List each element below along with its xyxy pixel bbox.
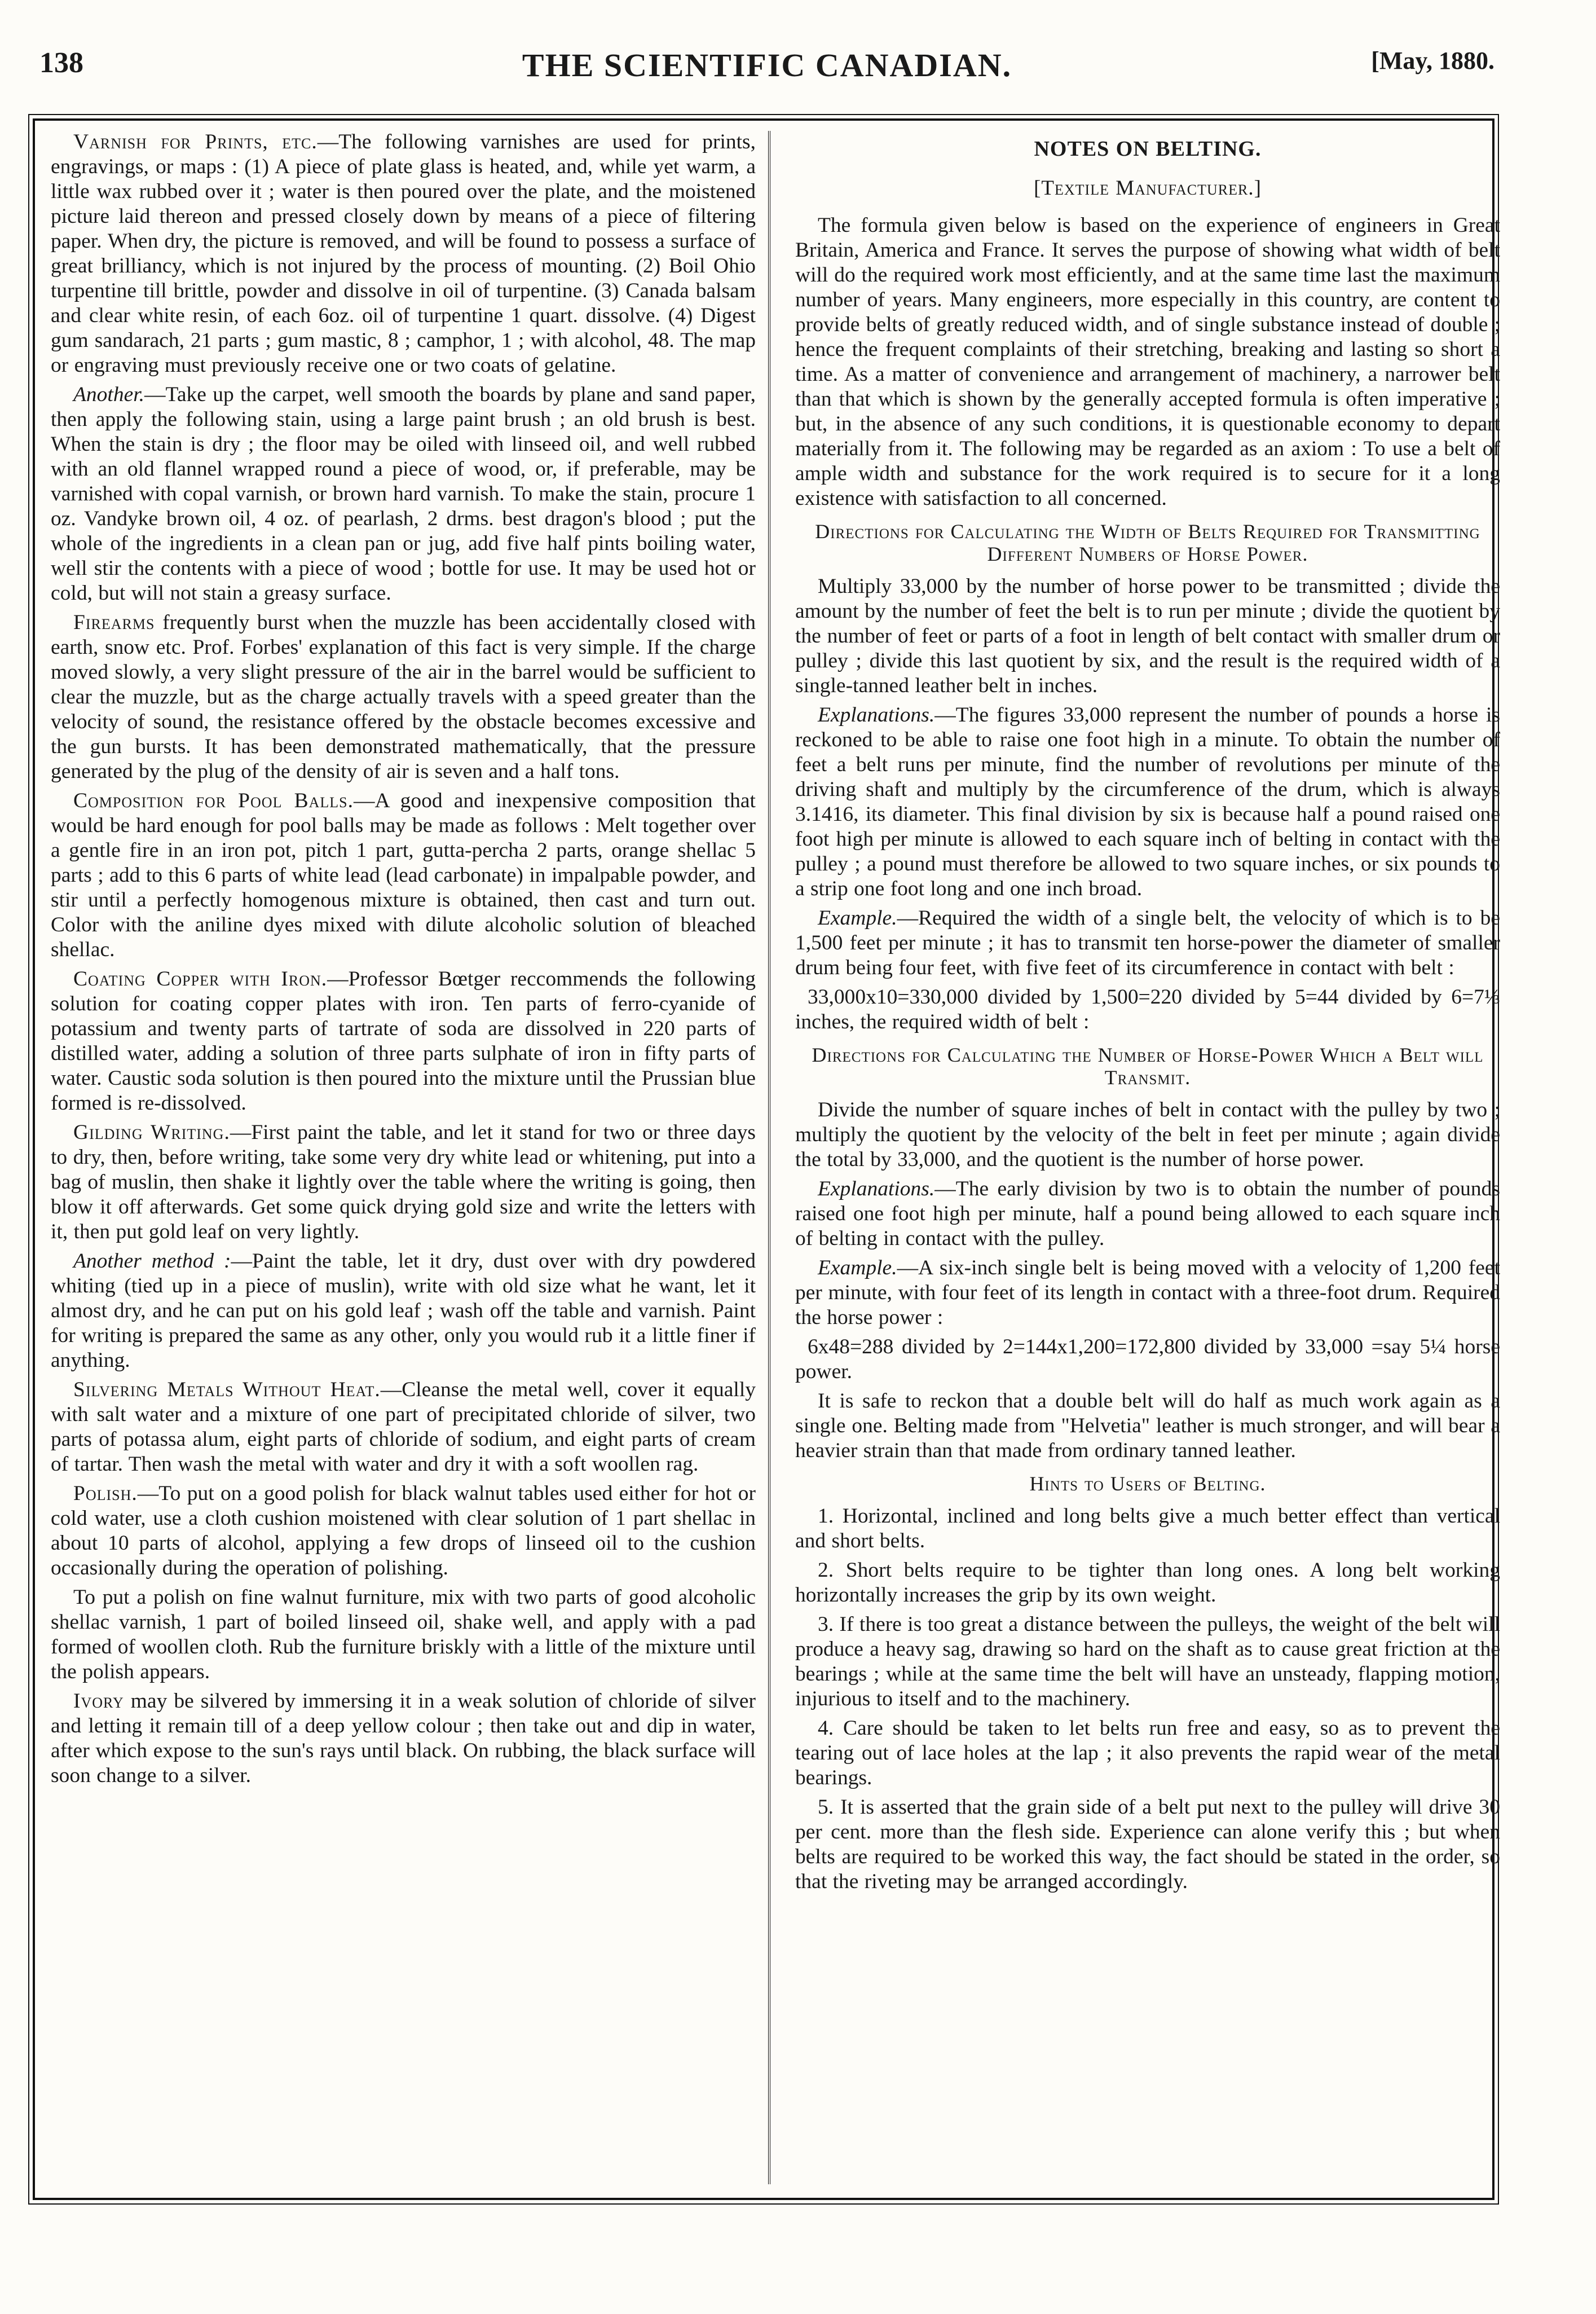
hint-item: 1. Horizontal, inclined and long belts give a much better effect than vertical and short belts. <box>795 1504 1500 1552</box>
paragraph-pool-balls <box>51 789 756 962</box>
article-source <box>795 176 1500 201</box>
text-another-method: —Paint the table, let it dry, dust over with dry powdered whiting (tied up in a piece of muslin), write with old size what he want, let it almost dry, and he can put on his gold leaf ; wash off the table and varnish. Paint for writing is prepared the same as any other, only you would rub it a little finer if anything. <box>51 1250 756 1372</box>
paragraph-example-2 <box>795 1256 1500 1330</box>
heading-silvering: Silvering Metals Without Heat. <box>73 1378 381 1401</box>
formula-horse-power: 6x48=288 divided by 2=144x1,200=172,800 divided by 33,000 =say 5¼ horse power. <box>795 1335 1500 1383</box>
masthead: THE SCIENTIFIC CANADIAN. <box>522 47 1012 83</box>
heading-varnish: Varnish for Prints, etc. <box>73 130 318 153</box>
text-another: —Take up the carpet, well smooth the boards by plane and sand paper, then apply the following stain, using a large paint brush ; an old brush is best. When the stain is dry ; the floor may be oiled with linseed oil, and well rubbed with an old flannel wrapped round a piece of wood, or, if preferable, may be varnished with copal varnish, or brown hard varnish. To make the stain, procure 1 oz. Vandyke brown oil, 4 oz. of pearlash, 2 drms. best dragon's blood ; put the whole of the ingredients in a clean pan or jug, add five half pints boiling water, well stir the contents with a piece of wood ; bottle for use. It may be used hot or cold, but will not stain a greasy surface. <box>51 383 756 605</box>
paragraph-hp-rule: Divide the number of square inches of belt in contact with the pulley by two ; multiply the quotient by the velocity of the belt in feet per minute ; again divide the total by 33,000, and the quotient is the number of horse power. <box>795 1098 1500 1171</box>
label-example-2: Example. <box>818 1256 897 1279</box>
text-example-2: —A six-inch single belt is being moved with a velocity of 1,200 feet per minute, with four feet of its length in contact with a three-foot drum. Required the horse power : <box>795 1256 1500 1329</box>
heading-polish: Polish. <box>73 1482 138 1505</box>
paragraph-width-rule: Multiply 33,000 by the number of horse power to be transmitted ; divide the amount by the number of feet the belt is to run per minute ; divide the quotient by the number of feet or parts of a foot in length of belt contact with smaller drum or pulley ; divide this last quotient by six, and the result is the required width of a single-tanned leather belt in inches. <box>795 575 1500 697</box>
heading-gilding: Gilding Writing. <box>73 1121 230 1144</box>
paragraph-gilding <box>51 1120 756 1244</box>
paragraph-ivory <box>51 1689 756 1788</box>
text-example-1: —Required the width of a single belt, the velocity of which is to be 1,500 feet per minute ; it has to transmit ten horse-power the diameter of smaller drum being four feet, with five feet of its circumference in contact with belt : <box>795 907 1500 979</box>
label-explanations-1: Explanations. <box>818 703 935 727</box>
text-polish: —To put on a good polish for black walnut tables used either for hot or cold water, use a cloth cushion moistened with clear solution of 1 part shellac in about 10 parts of alcohol, applying a few drops of linseed oil to the cushion occasionally during the operation of polishing. <box>51 1482 756 1580</box>
paragraph-coating-copper <box>51 967 756 1116</box>
text-ivory: may be silvered by immersing it in a weak solution of chloride of silver and letting it remain till of a deep yellow colour ; then take out and dip in water, after which expose to the sun's rays until black. On rubbing, the black surface will soon change to a silver. <box>51 1690 756 1787</box>
text-coating-copper: —Professor Bœtger reccommends the following solution for coating copper plates with iron. Ten parts of ferro-cyanide of potassium and twenty parts of tartrate of soda are dissolved in 220 parts of distilled water, adding a solution of three parts sulphate of iron in fifty parts of water. Caustic soda solution is then poured into the mixture until the Prussian blue formed is re-dissolved. <box>51 967 756 1115</box>
paragraph-another <box>51 382 756 606</box>
text-pool-balls: —A good and inexpensive composition that would be hard enough for pool balls may be made as follows : Melt together over a gentle fire in an iron pot, pitch 1 part, gutta-percha 2 parts, orange shellac 5 parts ; add to this 6 parts of white lead (lead carbonate) in impalpable powder, and stir until a perfectly homogenous mixture is obtained, then cast and turn out. Color with the aniline dyes mixed with dilute alcoholic solution of bleached shellac. <box>51 789 756 961</box>
text-silvering: —Cleanse the metal well, cover it equally with salt water and a mixture of one part of precipitated chloride of silver, two parts of potassa alum, eight parts of chloride of sodium, and eight parts of cream of tartar. Then wash the metal with water and dry it with a soft woollen rag. <box>51 1378 756 1476</box>
text-explanations-2: —The early division by two is to obtain the number of pounds raised one foot high per minute, half a pound being allowed to each square inch of belting in contact with the pulley. <box>795 1177 1500 1250</box>
heading-firearms: Firearms <box>73 611 155 634</box>
hint-item: 2. Short belts require to be tighter than long ones. A long belt working horizontally increases the grip by its own weight. <box>795 1559 1500 1607</box>
heading-coating-copper: Coating Copper with Iron. <box>73 967 328 991</box>
hint-item: 5. It is asserted that the grain side of a belt put next to the pulley will drive 30 per cent. more than the flesh side. Experience can alone verify this ; but when belts are required to be worked this way, the fact should be stated in the order, so that the riveting may be arranged accordingly. <box>795 1796 1500 1893</box>
paragraph-varnish <box>51 130 756 378</box>
formula-width: 33,000x10=330,000 divided by 1,500=220 divided by 5=44 divided by 6=7⅓ inches, the required width of belt : <box>795 986 1500 1033</box>
paragraph-silvering <box>51 1378 756 1477</box>
page-header <box>39 46 1494 91</box>
hint-item: 4. Care should be taken to let belts run free and easy, so as to prevent the tearing out of lace holes at the lap ; it also prevents the rapid wear of the metal bearings. <box>795 1717 1500 1789</box>
source-text: [Textile Manufacturer.] <box>1034 177 1262 200</box>
subheading-width: Directions for Calculating the Width of Belts Required for Transmitting Different Numbers of Horse Power. <box>815 520 1480 565</box>
label-example-1: Example. <box>818 907 897 930</box>
heading-pool-balls: Composition for Pool Balls. <box>73 789 354 812</box>
subheading-hints: Hints to Users of Belting. <box>1029 1472 1266 1495</box>
text-explanations-1: —The figures 33,000 represent the number of pounds a horse is reckoned to be able to raise one foot high in a minute. To obtain the number of feet a belt runs per minute, find the number of revolutions per minute of the driving shaft and multiply by the circumference of the drum, which is always 3.1416, its diameter. This final division by six is because half a pound raised one foot high per minute is allowed to each square inch of belting in contact with the pulley ; a pound must therefore be allowed to two square inches, or six pounds to a strip one foot long and one inch broad. <box>795 703 1500 900</box>
paragraph-explanations-2 <box>795 1177 1500 1251</box>
text-gilding: —First paint the table, and let it stand for two or three days to dry, then, before writing, take some very dry white lead or whitening, put into a bag of muslin, then shake it lightly over the table where the writing is going, then blow it off afterwards. Get some quick drying gold size and write the letters with it, then put gold leaf on very lightly. <box>51 1121 756 1243</box>
paragraph-firearms <box>51 610 756 784</box>
paragraph-another-method <box>51 1249 756 1373</box>
left-column <box>51 130 756 2189</box>
paragraph-intro: The formula given below is based on the experience of engineers in Great Britain, America and France. It serves the purpose of showing what width of belt will do the required work most efficiently, and at the same time last the maximum number of years. Many engineers, more especially in this country, are content to provide belts of greatly reduced width, and of single substance instead of double ; hence the frequent complaints of their stretching, breaking and lasting so short a time. As a matter of convenience and arrangement of machinery, a narrower belt than that which is shown by the generally accepted formula is often imperative ; but, in the absence of any such conditions, it is questionable economy to depart materially from it. The following may be regarded as an axiom : To use a belt of ample width and substance for the work required is to secure for it a long existence with satisfaction to all concerned. <box>795 214 1500 510</box>
hint-item: 3. If there is too great a distance between the pulleys, the weight of the belt will produce a heavy sag, drawing so hard on the shaft as to cause great friction at the bearings ; while at the same time the belt will have an unsteady, flapping motion, injurious to itself and to the machinery. <box>795 1613 1500 1710</box>
heading-ivory: Ivory <box>73 1690 124 1713</box>
issue-date: [May, 1880. <box>1371 47 1494 74</box>
paragraph-explanations-1 <box>795 703 1500 901</box>
label-explanations-2: Explanations. <box>818 1177 935 1200</box>
heading-another-method: Another method : <box>73 1250 231 1273</box>
column-divider <box>768 131 770 2184</box>
paragraph-double-belt: It is safe to reckon that a double belt will do half as much work again as a single one. Belting made from "Helvetia" leather is much stronger, and will bear a heavier strain than that made from ordinary tanned leather. <box>795 1389 1500 1462</box>
text-varnish: —The following varnishes are used for prints, engravings, or maps : (1) A piece of plate glass is heated, and, while yet warm, a little wax rubbed over it ; water is then poured over the plate, and the moistened picture laid thereon and pressed closely down by means of a piece of filtering paper. When dry, the picture is removed, and will be found to possess a surface of great brilliancy, which is not injured by the process of mounting. (2) Boil Ohio turpentine till brittle, powder and dissolve in oil of turpentine. (3) Canada balsam and clear white resin, of each 6oz. oil of turpentine 1 quart. dissolve. (4) Digest gum sandarach, 21 parts ; gum mastic, 8 ; camphor, 1 ; with alcohol, 48. The map or engraving must previously receive one or two coats of gelatine. <box>51 130 756 377</box>
paragraph-example-1 <box>795 906 1500 980</box>
article-title: NOTES ON BELTING. <box>1034 137 1262 161</box>
subheading-horse-power: Directions for Calculating the Number of Horse-Power Which a Belt will Transmit. <box>812 1044 1484 1089</box>
paragraph-walnut: To put a polish on fine walnut furniture, mix with two parts of good alcoholic shellac varnish, 1 part of boiled linseed oil, shake well, and apply with a pad formed of woollen cloth. Rub the furniture briskly with a little of the mixture until the polish appears. <box>51 1586 756 1683</box>
page-number: 138 <box>39 47 83 79</box>
heading-another: Another. <box>73 383 145 406</box>
right-column <box>795 130 1500 2189</box>
text-firearms: frequently burst when the muzzle has been accidentally closed with earth, snow etc. Prof. Forbes' explanation of this fact is very simple. If the charge moved slowly, a very slight pressure of the air in the barrel would be sufficient to clear the muzzle, but as the charge actually travels with a speed greater than the velocity of sound, the resistance offered by the obstacle becomes excessive and the gun bursts. It has been demonstrated mathematically, that the pressure generated by the plug of the density of air is seven and a half tons. <box>51 611 756 783</box>
paragraph-polish <box>51 1481 756 1581</box>
